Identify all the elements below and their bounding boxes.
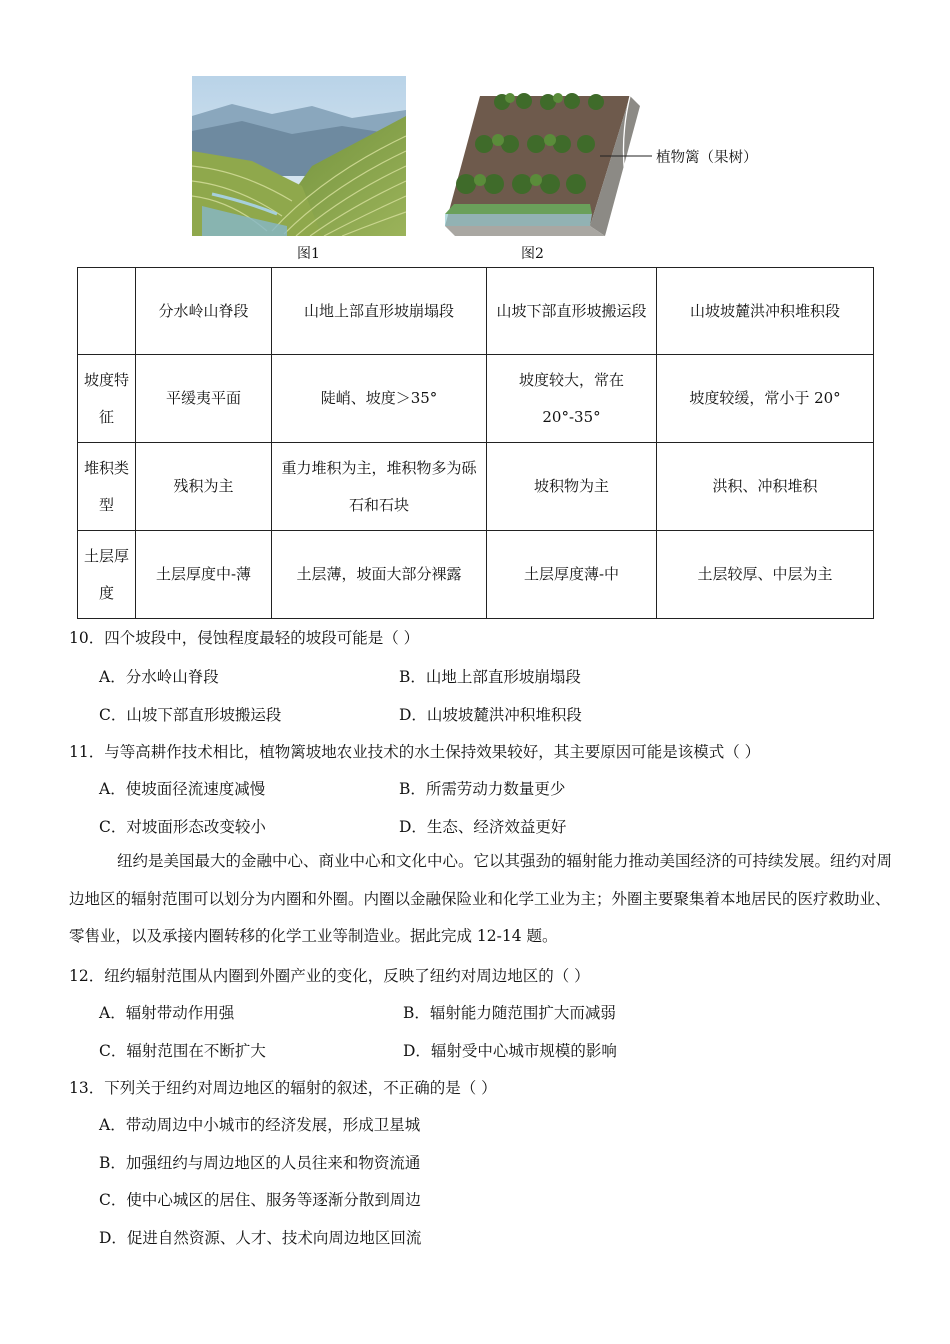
- table-cell: 坡积物为主: [487, 443, 657, 531]
- slope-segment-table: [77, 267, 874, 619]
- q13-option-b[interactable]: B．加强纽约与周边地区的人员往来和物资流通: [99, 1154, 421, 1172]
- q10-stem: 10．四个坡段中，侵蚀程度最轻的坡段可能是（ ）: [69, 629, 420, 647]
- table-cell: 土层厚度中-薄: [136, 531, 272, 619]
- q10-option-a[interactable]: A．分水岭山脊段: [99, 668, 219, 686]
- q10-option-b[interactable]: B．山地上部直形坡崩塌段: [399, 668, 581, 686]
- table-row: [78, 531, 874, 619]
- q11-option-a[interactable]: A．使坡面径流速度减慢: [99, 780, 266, 798]
- table-cell: 坡度较大，常在20°-35°: [487, 355, 657, 443]
- row-label: 堆积类型: [78, 443, 136, 531]
- row-label: 坡度特征: [78, 355, 136, 443]
- table-header-row: [78, 268, 874, 355]
- table-cell: 洪积、冲积堆积: [657, 443, 874, 531]
- fig2-hedgerow-label: 植物篱（果树）: [656, 150, 758, 166]
- table-row: [78, 355, 874, 443]
- q10-option-c[interactable]: C．山坡下部直形坡搬运段: [99, 706, 282, 724]
- q12-option-d[interactable]: D．辐射受中心城市规模的影响: [403, 1042, 617, 1060]
- figure-2-caption: 图2: [521, 246, 544, 262]
- q12-option-c[interactable]: C．辐射范围在不断扩大: [99, 1042, 266, 1060]
- q12-option-b[interactable]: B．辐射能力随范围扩大而减弱: [403, 1004, 616, 1022]
- q13-option-d[interactable]: D．促进自然资源、人才、技术向周边地区回流: [99, 1229, 422, 1247]
- table-cell: 土层较厚、中层为主: [657, 531, 874, 619]
- table-cell: 土层薄，坡面大部分裸露: [272, 531, 487, 619]
- hedgerow-diagram: [440, 86, 645, 238]
- figure-1-caption: 图1: [297, 246, 320, 262]
- table-header-cell: 山地上部直形坡崩塌段: [272, 268, 487, 355]
- table-cell: 坡度较缓，常小于 20°: [657, 355, 874, 443]
- table-cell: 重力堆积为主，堆积物多为砾石和石块: [272, 443, 487, 531]
- q11-stem: 11．与等高耕作技术相比，植物篱坡地农业技术的水土保持效果较好，其主要原因可能是该模式（ ）: [69, 743, 761, 761]
- q11-option-c[interactable]: C．对坡面形态改变较小: [99, 818, 266, 836]
- q11-option-d[interactable]: D．生态、经济效益更好: [399, 818, 567, 836]
- table-header-cell: 分水岭山脊段: [136, 268, 272, 355]
- q12-option-a[interactable]: A．辐射带动作用强: [99, 1004, 235, 1022]
- table-header-cell: [78, 268, 136, 355]
- table-header-cell: 山坡坡麓洪冲积堆积段: [657, 268, 874, 355]
- table-row: [78, 443, 874, 531]
- q12-stem: 12．纽约辐射范围从内圈到外圈产业的变化，反映了纽约对周边地区的（ ）: [69, 967, 590, 985]
- fig2-leader-line: [600, 152, 652, 160]
- terrace-photo: [192, 76, 406, 236]
- q11-option-b[interactable]: B．所需劳动力数量更少: [399, 780, 566, 798]
- passage-text: 纽约是美国最大的金融中心、商业中心和文化中心。它以其强劲的辐射能力推动美国经济的可持续发展。纽约对周边地区的辐射范围可以划分为内圈和外圈。内圈以金融保险业和化学工业为主；外圈主要聚集着本地居民的医疗救助业、零售业，以及承接内圈转移的化学工业等制造业。据此完成 12-14 题。: [69, 852, 893, 945]
- q13-option-a[interactable]: A．带动周边中小城市的经济发展，形成卫星城: [99, 1116, 421, 1134]
- table-cell: 陡峭、坡度＞35°: [272, 355, 487, 443]
- q13-option-c[interactable]: C．使中心城区的居住、服务等逐渐分散到周边: [99, 1191, 421, 1209]
- q13-stem: 13．下列关于纽约对周边地区的辐射的叙述，不正确的是（ ）: [69, 1079, 497, 1097]
- table-cell: 土层厚度薄-中: [487, 531, 657, 619]
- table-cell: 平缓夷平面: [136, 355, 272, 443]
- table-header-cell: 山坡下部直形坡搬运段: [487, 268, 657, 355]
- q10-option-d[interactable]: D．山坡坡麓洪冲积堆积段: [399, 706, 582, 724]
- table-cell: 残积为主: [136, 443, 272, 531]
- row-label: 土层厚度: [78, 531, 136, 619]
- new-york-passage: [69, 843, 899, 956]
